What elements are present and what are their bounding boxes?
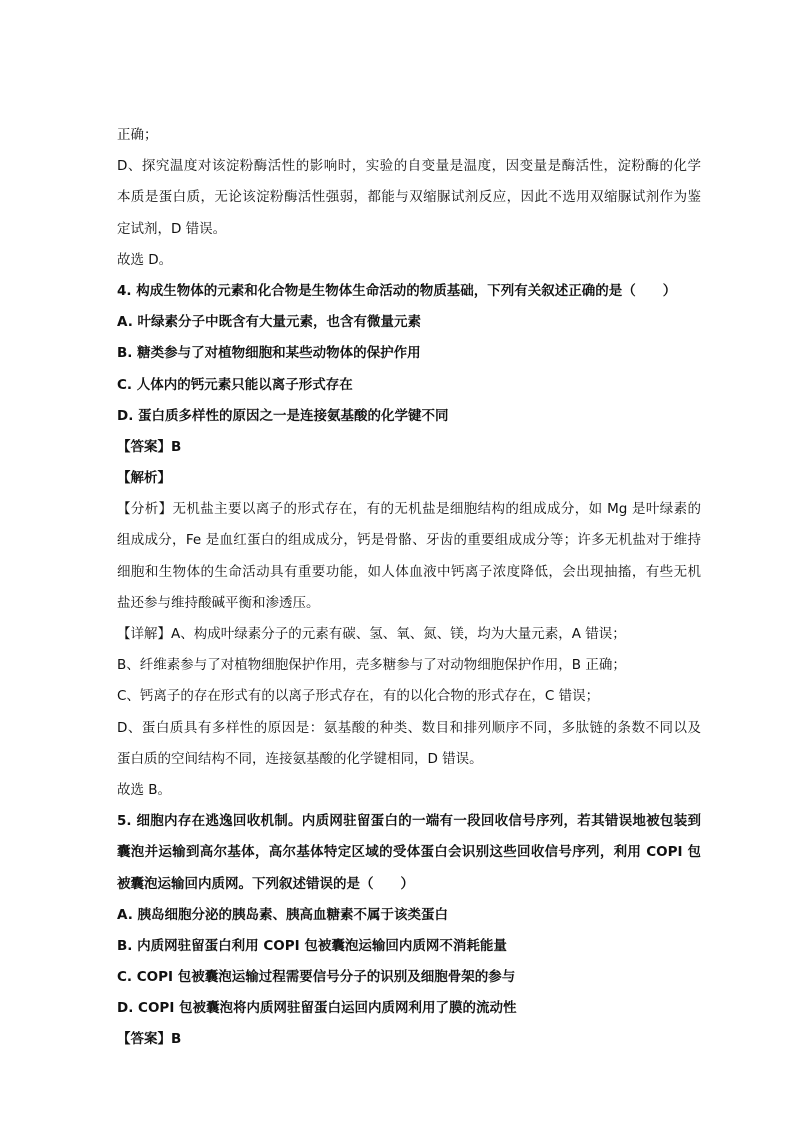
text-line: 4. 构成生物体的元素和化合物是生物体生命活动的物质基础，下列有关叙述正确的是（ ） — [117, 282, 677, 299]
text-line: 【答案】B — [117, 1031, 182, 1048]
text-line: 本质是蛋白质，无论该淀粉酶活性强弱，都能与双缩脲试剂反应，因此不选用双缩脲试剂作为鉴 — [117, 189, 701, 206]
text-line: 被囊泡运输回内质网。下列叙述错误的是（ ） — [117, 875, 414, 892]
text-line: A. 叶绿素分子中既含有大量元素，也含有微量元素 — [117, 314, 422, 331]
text-line: 囊泡并运输到高尔基体，高尔基体特定区域的受体蛋白会识别这些回收信号序列，利用 COPI 包 — [117, 844, 701, 861]
text-line: D. COPI 包被囊泡将内质网驻留蛋白运回内质网利用了膜的流动性 — [117, 1000, 517, 1017]
text-line: 【答案】B — [117, 438, 182, 455]
text-line: 正确； — [117, 127, 158, 143]
text-line: 5. 细胞内存在逃逸回收机制。内质网驻留蛋白的一端有一段回收信号序列，若其错误地被包装到 — [117, 813, 701, 830]
text-line: C. COPI 包被囊泡运输过程需要信号分子的识别及细胞骨架的参与 — [117, 969, 516, 986]
text-line: B. 内质网驻留蛋白利用 COPI 包被囊泡运输回内质网不消耗能量 — [117, 937, 507, 954]
text-line: D. 蛋白质多样性的原因之一是连接氨基酸的化学键不同 — [117, 407, 449, 424]
text-line: 故选 D。 — [117, 251, 173, 268]
text-line: 【分析】无机盐主要以离子的形式存在，有的无机盐是细胞结构的组成成分，如 Mg 是叶绿素的 — [117, 501, 701, 518]
text-body — [117, 120, 701, 1056]
text-line: C. 人体内的钙元素只能以离子形式存在 — [117, 376, 353, 393]
text-line: 【解析】 — [117, 470, 171, 487]
document-page — [117, 120, 701, 1056]
text-line: B. 糖类参与了对植物细胞和某些动物体的保护作用 — [117, 345, 421, 362]
text-line: D、探究温度对该淀粉酶活性的影响时，实验的自变量是温度，因变量是酶活性，淀粉酶的化学 — [117, 158, 701, 175]
text-line: 【详解】A、构成叶绿素分子的元素有碳、氢、氧、氮、镁，均为大量元素，A 错误； — [117, 626, 626, 642]
text-line: B、纤维素参与了对植物细胞保护作用，壳多糖参与了对动物细胞保护作用，B 正确； — [117, 657, 626, 674]
text-line: D、蛋白质具有多样性的原因是：氨基酸的种类、数目和排列顺序不同，多肽链的条数不同以及 — [117, 719, 701, 736]
text-line: 组成成分，Fe 是血红蛋白的组成成分，钙是骨骼、牙齿的重要组成成分等；许多无机盐对于维持 — [117, 532, 701, 549]
text-line: 蛋白质的空间结构不同，连接氨基酸的化学键相同，D 错误。 — [117, 750, 483, 767]
text-line: 定试剂，D 错误。 — [117, 220, 227, 237]
text-line: 盐还参与维持酸碱平衡和渗透压。 — [117, 594, 320, 611]
text-line: 细胞和生物体的生命活动具有重要功能，如人体血液中钙离子浓度降低，会出现抽搐，有些无机 — [117, 563, 701, 580]
text-line: 故选 B。 — [117, 781, 172, 798]
text-line: A. 胰岛细胞分泌的胰岛素、胰高血糖素不属于该类蛋白 — [117, 906, 449, 923]
text-line: C、钙离子的存在形式有的以离子形式存在，有的以化合物的形式存在，C 错误； — [117, 688, 600, 705]
